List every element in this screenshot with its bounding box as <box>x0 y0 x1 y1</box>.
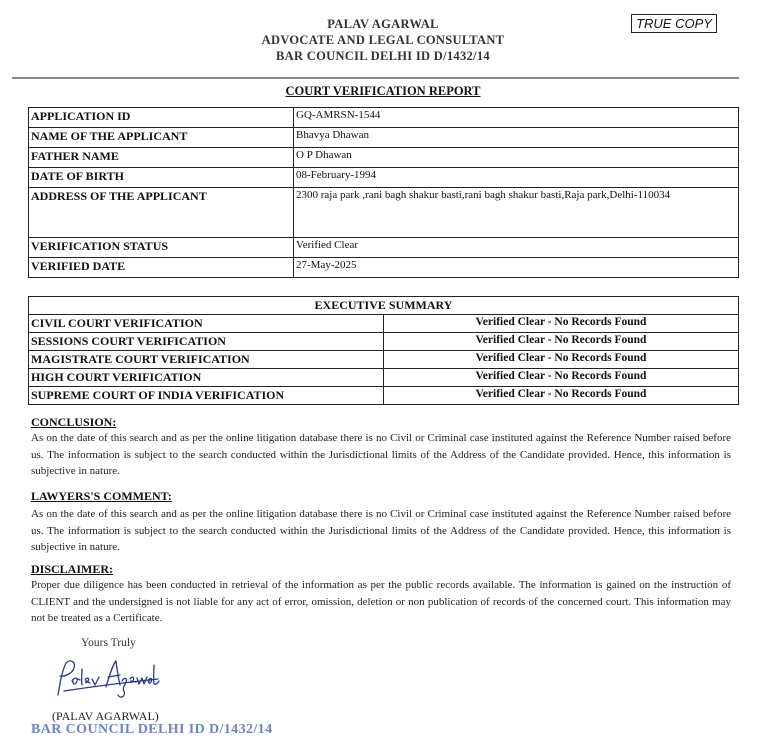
table-row <box>29 315 739 333</box>
table-row <box>29 148 739 168</box>
table-row <box>29 108 739 128</box>
row-value: Verified Clear - No Records Found <box>384 387 739 405</box>
table-row <box>29 369 739 387</box>
row-value: 27-May-2025 <box>294 258 739 278</box>
row-label: HIGH COURT VERIFICATION <box>29 369 384 387</box>
closing-salutation: Yours Truly <box>81 637 136 649</box>
advocate-name: PALAV AGARWAL <box>327 17 439 31</box>
row-label: ADDRESS OF THE APPLICANT <box>29 188 294 238</box>
table-row <box>29 238 739 258</box>
conclusion-title: CONCLUSION: <box>31 415 117 429</box>
table-row <box>29 188 739 238</box>
advocate-designation: ADVOCATE AND LEGAL CONSULTANT <box>261 33 505 47</box>
row-value: Verified Clear <box>294 238 739 258</box>
lawyers-comment-title: LAWYERS'S COMMENT: <box>31 489 172 503</box>
table-row <box>29 387 739 405</box>
row-value: Bhavya Dhawan <box>294 128 739 148</box>
row-value: GQ-AMRSN-1544 <box>294 108 739 128</box>
row-value: Verified Clear - No Records Found <box>384 315 739 333</box>
row-value: 2300 raja park ,rani bagh shakur basti,rani bagh shakur basti,Raja park,Delhi-110034 <box>294 188 739 238</box>
row-label: SUPREME COURT OF INDIA VERIFICATION <box>29 387 384 405</box>
row-value: Verified Clear - No Records Found <box>384 351 739 369</box>
row-label: NAME OF THE APPLICANT <box>29 128 294 148</box>
row-label: SESSIONS COURT VERIFICATION <box>29 333 384 351</box>
applicant-details-table <box>28 107 739 278</box>
row-label: MAGISTRATE COURT VERIFICATION <box>29 351 384 369</box>
conclusion-text: As on the date of this search and as per the online litigation database there is no Civil or Criminal case instituted against the Reference Number raised before us. The information is subject to the search conducted within the Jurisdictional limits of the Address of the Candidate provided. Hence, this information is subjective in nature. <box>31 432 731 477</box>
disclaimer-text: Proper due diligence has been conducted in retrieval of the information as per the public records available. The information is gained on the instruction of CLIENT and the undersigned is not liable for any act of error, omission, deletion or non publication of records of the concerned court. This information may not be treated as a Certificate. <box>31 579 731 624</box>
lawyers-comment-text: As on the date of this search and as per the online litigation database there is no Civil or Criminal case instituted against the Reference Number raised before us. The information is subject to the search conducted within the Jurisdictional limits of the Address of the Candidate provided. Hence, this information is subjective in nature. <box>31 508 731 553</box>
row-label: VERIFIED DATE <box>29 258 294 278</box>
executive-summary-title: EXECUTIVE SUMMARY <box>29 297 739 315</box>
row-value: Verified Clear - No Records Found <box>384 369 739 387</box>
true-copy-stamp: TRUE COPY <box>631 14 717 33</box>
table-row <box>29 258 739 278</box>
table-header-row <box>29 297 739 315</box>
header-divider <box>12 77 739 79</box>
disclaimer-title: DISCLAIMER: <box>31 562 114 576</box>
row-value: Verified Clear - No Records Found <box>384 333 739 351</box>
table-row <box>29 128 739 148</box>
row-value: 08-February-1994 <box>294 168 739 188</box>
row-label: VERIFICATION STATUS <box>29 238 294 258</box>
signatory-bar-id: BAR COUNCIL DELHI ID D/1432/14 <box>31 722 273 737</box>
row-value: O P Dhawan <box>294 148 739 168</box>
table-row <box>29 351 739 369</box>
handwritten-signature <box>50 655 160 703</box>
advocate-bar-id: BAR COUNCIL DELHI ID D/1432/14 <box>276 49 490 63</box>
table-row <box>29 168 739 188</box>
report-title: COURT VERIFICATION REPORT <box>285 84 481 98</box>
row-label: CIVIL COURT VERIFICATION <box>29 315 384 333</box>
executive-summary-table <box>28 296 739 405</box>
row-label: FATHER NAME <box>29 148 294 168</box>
table-row <box>29 333 739 351</box>
row-label: APPLICATION ID <box>29 108 294 128</box>
signatory-name: (PALAV AGARWAL) <box>52 709 159 723</box>
row-label: DATE OF BIRTH <box>29 168 294 188</box>
